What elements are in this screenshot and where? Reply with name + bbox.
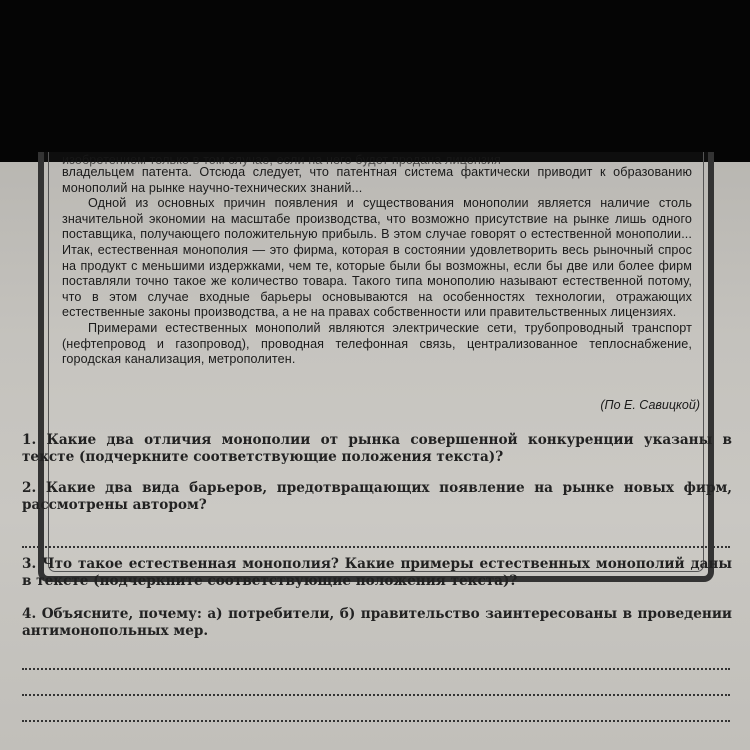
answer-line-2 <box>22 668 730 670</box>
source-citation: (По Е. Савицкой) <box>600 398 700 412</box>
textbook-page <box>0 153 750 750</box>
text-paragraph-3: Примерами естественных монополий являются электрические сети, трубопроводный транспорт (нефтепровод и газопровод), проводная телефонная связь, централизованное теплоснабжение, городская канализация, метрополитен. <box>62 320 692 367</box>
text-line-cut: изобретением только в том случае, если на него будет продана лицензия <box>62 153 501 167</box>
dark-background <box>0 0 750 162</box>
text-paragraph-2: Одной из основных причин появления и существования монополии является наличие столь значительной экономии на масштабе производства, что возможно присутствие на рынке лишь одного поставщика, получающего положительную прибыль. В этом случае говорят о естественной монополии... Итак, естественная монополия — это фирма, которая в состоянии удовлетворить весь рыночный спрос на продукт с меньшими издержками, чем те, которые были бы возможны, если бы две или более фирм поставляли точно такое же количество товара. Такого типа монополию называют естественной потому, что в этом случае входные барьеры основываются на особенностях технологии, отражающих естественные законы производства, а не на правах собственности или правительственных лицензиях. <box>62 196 692 320</box>
question-2: 2. Какие два вида барьеров, предотвращающих появление на рынке новых фирм, рассмотрены автором? <box>22 480 732 513</box>
answer-line-4 <box>22 720 730 722</box>
answer-line-3 <box>22 694 730 696</box>
question-4: 4. Объясните, почему: а) потребители, б) правительство заинтересованы в проведении антимонопольных мер. <box>22 606 732 639</box>
text-paragraph-1: владельцем патента. Отсюда следует, что патентная система фактически приводит к образованию монополий на рынке научно-технических знаний... <box>62 165 692 195</box>
answer-line-1 <box>22 546 730 548</box>
question-1: 1. Какие два отличия монополии от рынка совершенной конкуренции указаны в тексте (подчеркните соответствующие положения текста)? <box>22 432 732 465</box>
reading-text <box>62 153 692 368</box>
question-3: 3. Что такое естественная монополия? Какие примеры естественных монополий даны в тексте (подчеркните соответствующие положения текста)? <box>22 556 732 589</box>
